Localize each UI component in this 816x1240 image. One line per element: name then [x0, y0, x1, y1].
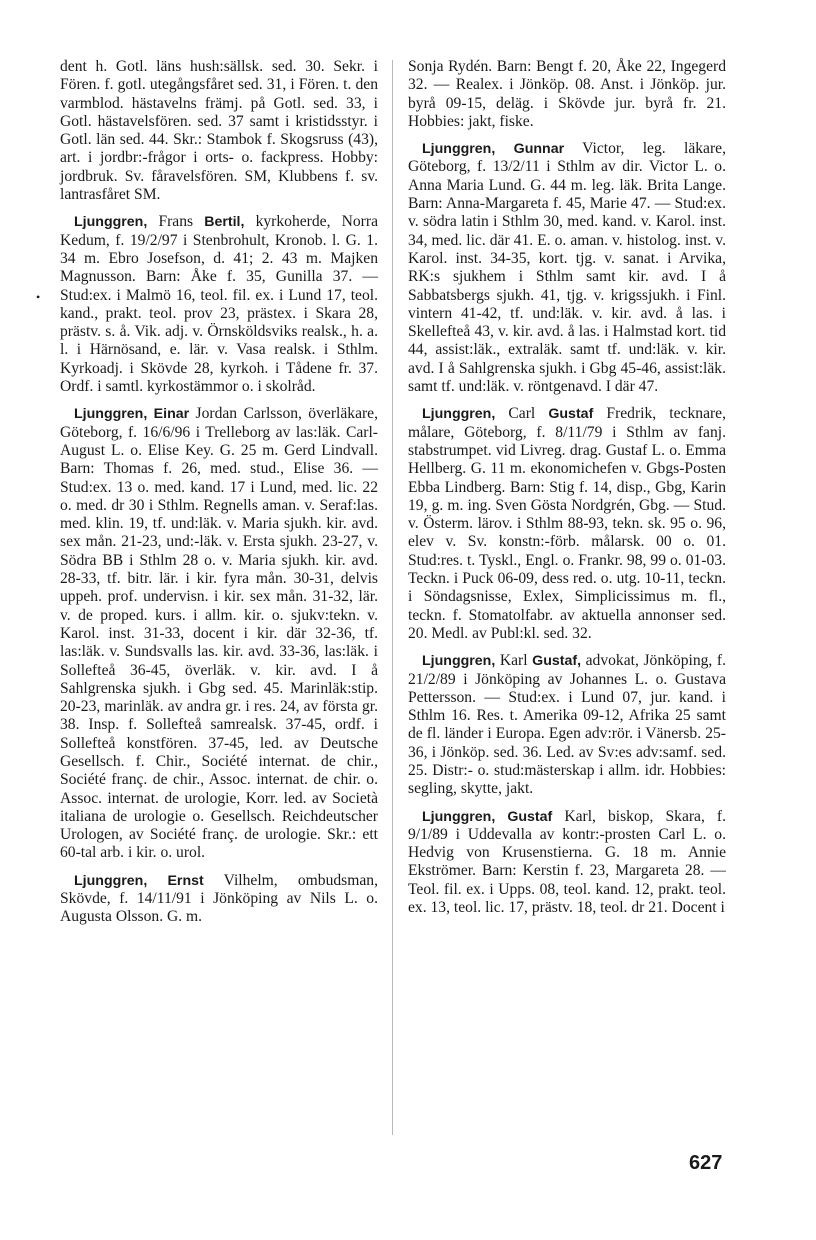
continuation-text: Sonja Rydén. Barn: Bengt f. 20, Åke 22, Ingegerd 32. — Realex. i Jönköp. 08. Anst. i Jönköp. jur. byrå 09-15, deläg. i Skövde jur. byrå fr. 21. Hobbies: jakt, fiske. [408, 58, 726, 130]
margin-mark: • [36, 290, 41, 304]
entry-text: Vilhelm, ombudsman, Skövde, f. 14/11/91 i Jönköping av Nils L. o. Augusta Olsson. G. m. [60, 871, 378, 926]
entry-surname: Ljunggren, [422, 653, 496, 670]
entry-firstname: Ernst [167, 872, 204, 889]
entry-firstname: Gustaf, [532, 653, 582, 670]
entry-text: advokat, Jönköping, f. 21/2/89 i Jönköping av Johannes L. o. Gustava Pettersson. — Stud:ex. i Lund 07, jur. kand. i Sthlm 16. Res. t. Amerika 09-12, Afrika 25 samt de fl. länder i Europa. Egen adv:rör. i Vänersb. 25-36, i Jönköp. sed. 36. Led. av Sv:es adv:samf. sed. 25. Distr:- o. stud:mästerskap i allm. idr. Hobbies: segling, skytte, jakt. [408, 652, 726, 798]
entry-text: kyrkoherde, Norra Kedum, f. 19/2/97 i Stenbrohult, Kronob. l. G. 1. 34 m. Ebro Josefson, d. 41; 2. 43 m. Majken Magnusson. Barn: Åke f. 35, Gunilla 37. — Stud:ex. i Malmö 16, teol. fil. ex. i Lund 17, teol. kand., prakt. teol. prov 23, prästex. i Skara 28, prästv. s. å. Vik. adj. v. Örnsköldsviks realsk., h. a. l. i Härnösand, e. lär. v. Vasa realsk. i Sthlm. Kyrkoadj. i Skövde 28, kyrkoh. i Tådene fr. 37. Ordf. i samtl. kyrkostämmor o. i skolråd. [60, 213, 378, 396]
entry-firstname: Einar [153, 406, 190, 423]
entry-ljunggren-einar [60, 405, 378, 862]
entry-pre-name: Carl [508, 405, 549, 423]
left-column [60, 58, 378, 936]
entry-surname: Ljunggren, [422, 141, 496, 158]
entry-text: Karl, biskop, Skara, f. 9/1/89 i Uddevalla av kontr:-prosten Carl L. o. Hedvig von Krusenstierna. G. 18 m. Annie Ekströmer. Barn: Kerstin f. 23, Margareta 28. — Teol. fil. ex. i Upps. 08, teol. kand. 12, prakt. teol. ex. 13, teol. lic. 17, prästv. 18, teol. dr 21. Docent i [408, 807, 727, 917]
continuation-text: dent h. Gotl. läns hush:sällsk. sed. 30. Sekr. i Fören. f. gotl. utegångsfåret sed. 31, i Fören. t. den varmblod. hästavelns främj. på Gotl. sed. 33, i Gotl. hästavelsfören. sed. 37 samt i kristidsstyr. i Gotl. län sed. 44. Skr.: Stambok f. Skogsruss (43), art. i jordbr:-frågor i orts- o. fackpress. Hobby: jordbruk. Sv. fåravelsfören. SM, Klubbens f. sv. lantrasfåret SM. [60, 58, 378, 204]
entry-ljunggren-carl-gustaf [408, 405, 726, 643]
entry-surname: Ljunggren, [74, 406, 148, 423]
entry-firstname: Bertil, [204, 214, 245, 231]
entry-text: Fredrik, tecknare, målare, Göteborg, f. 8/11/79 i Sthlm av fanj. stabstrumpet. vid Livreg. drag. Gustaf L. o. Emma Hellberg. G. 11 m. ekonomichefen v. Gbgs-Posten Ebba Lindberg. Barn: Stig f. 14, disp., Gbg, Karin 19, g. m. ing. Sven Gösta Nordgrén, Gbg. — Stud. v. Österm. lärov. i Sthlm 88-93, tekn. sk. 95 o. 96, elev v. Sv. konstn:-förb. målarsk. 00 o. 01. Stud:res. t. Tyskl., Engl. o. Frankr. 98, 99 o. 01-03. Teckn. i Puck 06-09, dess red. o. utg. 10-11, teckn. i Söndagsnisse, Exlex, Simplicissimus m. fl., teckn. f. Stomatolfabr. av aktuella annonser sed. 20. Medl. av Publ:kl. sed. 32. [408, 405, 726, 642]
entry-pre-name: Frans [158, 213, 205, 231]
entry-firstname: Gustaf [548, 406, 594, 423]
page-number: 627 [689, 1152, 723, 1174]
right-column [408, 58, 726, 926]
entry-pre-name: Karl [499, 652, 533, 670]
entry-ljunggren-karl-gustaf [408, 652, 726, 798]
entry-ljunggren-gustaf-karl [408, 808, 726, 918]
entry-surname: Ljunggren, [74, 214, 148, 231]
entry-surname: Ljunggren, [74, 872, 148, 889]
entry-surname: Ljunggren, [422, 808, 496, 825]
column-divider [392, 60, 393, 1135]
entry-firstname: Gustaf [507, 808, 553, 825]
entry-ljunggren-ernst [60, 872, 378, 927]
entry-surname: Ljunggren, [422, 406, 496, 423]
entry-ljunggren-gunnar [408, 140, 726, 396]
entry-text: Victor, leg. läkare, Göteborg, f. 13/2/11 i Sthlm av dir. Victor L. o. Anna Maria Lund. G. 44 m. leg. läk. Brita Lange. Barn: Anna-Margareta f. 45, Marie 47. — Stud:ex. v. södra latin i Sthlm 30, med. kand. v. Karol. inst. 34, med. lic. där 41. E. o. aman. v. histolog. inst. v. Karol. inst. 34-35, kort. tjg. v. sanat. i Arvika, RK:s sjukhem i Sthlm samt kir. avd. I å Sabbatsbergs sjukh. 41, tjg. v. krigssjukh. i Finl. vintern 41-42, tf. und:läk. v. kir. avd. å las. i Skellefteå 43, v. kir. avd. å las. i Halmstad kort. tid 44, assist:läk., extraläk. samt tf. und:läk. v. kir. avd. I å Sahlgrenska sjukh. i Gbg 45-46, assist:läk. samt tf. und:läk. v. röntgenavd. I där 47. [408, 140, 726, 396]
entry-firstname: Gunnar [513, 141, 565, 158]
entry-ljunggren-bertil [60, 213, 378, 396]
entry-text: Jordan Carlsson, överläkare, Göteborg, f. 16/6/96 i Trelleborg av las:läk. Carl-August L. o. Elise Key. G. 25 m. Gerd Lindvall. Barn: Thomas f. 26, med. stud., Elise 36. — Stud:ex. 13 o. med. kand. 17 i Lund, med. lic. 22 o. med. dr 30 i Sthlm. Regnells aman. v. Seraf:las. med. klin. 19, tf. und:läk. v. Maria sjukh. kir. avd. sex mån. 21-23, und:-läk. v. Ersta sjukh. 23-27, v. Södra BB i Sthlm 28 o. v. Maria sjukh. kir. avd. 28-33, tf. bitr. lär. i kir. fyra mån. 30-31, delvis uppeh. prof. undervisn. i kir. sex mån. 31-32, lär. v. de proped. kurs. i allm. kir. o. sjukv:tekn. v. Karol. inst. 31-33, docent i kir. där 32-36, tf. las:läk. v. Sundsvalls las. kir. avd. 33-36, las:läk. i Sollefteå 36-45, överläk. v. kir. avd. I å Sahlgrenska sjukh. i Gbg sed. 45. Marinläk:stip. 20-23, marinläk. av andra gr. i res. 24, av första gr. 38. Insp. f. Sollefteå samrealsk. 37-45, ordf. i Sollefteå konstfören. 37-45, led. av Deutsche Gesellsch. f. Chir., Société internat. de chir., Société franç. de chir., Assoc. internat. de chir. o. Assoc. internat. de urologie, Korr. led. av Società italiana de urologie o. Gesellsch. Reichdeutscher Urologen, av Société franç. de urologie. Skr.: ett 60-tal arb. i kir. o. urol. [60, 405, 378, 862]
